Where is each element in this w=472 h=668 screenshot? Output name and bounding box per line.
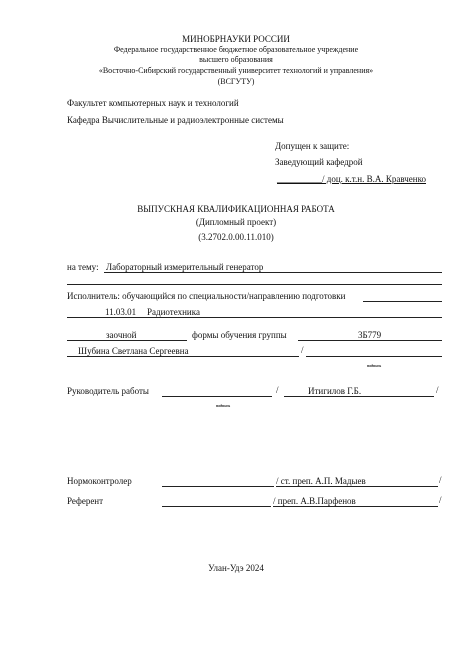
ministry: МИНОБРНАУКИ РОССИИ	[182, 34, 290, 44]
performer-name: Шубина Светлана Сергеевна	[78, 346, 189, 356]
spec-underline	[67, 317, 442, 318]
spec-name: Радиотехника	[147, 307, 200, 317]
faculty: Факультет компьютерных наук и технологий	[67, 98, 239, 108]
head-of-department: Заведующий кафедрой	[275, 157, 363, 167]
performer-label: Исполнитель: обучающийся по специальности/направлению подготовки	[67, 291, 346, 301]
city-year: Улан-Удэ 2024	[208, 563, 264, 573]
group-underline	[298, 340, 442, 341]
name-underline	[67, 356, 299, 357]
institution-line-1: Федеральное государственное бюджетное образовательное учреждение	[113, 45, 359, 54]
work-code: (3.2702.0.00.11.010)	[198, 232, 274, 242]
admitted-label: Допущен к защите:	[275, 141, 350, 151]
supervisor-slash: /	[276, 385, 279, 395]
form-underline	[67, 340, 187, 341]
head-signature-line: __________/ доц. к.т.н. В.А. Кравченко	[277, 174, 427, 184]
institution-line-4: (ВСГУТУ)	[217, 77, 255, 86]
supervisor-sign-caption: подпись	[216, 403, 231, 408]
performer-sign-underline	[306, 356, 442, 357]
topic-label: на тему:	[67, 262, 99, 272]
group-number: 3Б779	[358, 330, 382, 340]
referee-value: / преп. А.В.Парфенов	[273, 496, 356, 506]
supervisor-name-underline	[284, 396, 434, 397]
normcontrol-label: Нормоконтролер	[67, 476, 132, 486]
normcontrol-sign-underline	[162, 486, 274, 487]
work-title: ВЫПУСКНАЯ КВАЛИФИКАЦИОННАЯ РАБОТА	[137, 204, 335, 214]
performer-slash: /	[301, 345, 304, 355]
referee-sign-underline	[162, 506, 271, 507]
spec-code: 11.03.01	[105, 307, 137, 317]
supervisor-name: Итигилов Г.Б.	[308, 386, 362, 396]
topic-underline	[104, 272, 442, 273]
study-form: заочной	[106, 330, 137, 340]
supervisor-label: Руководитель работы	[67, 386, 149, 396]
referee-label: Референт	[67, 496, 104, 506]
topic-underline-2	[67, 284, 442, 285]
work-subtitle: (Дипломный проект)	[195, 217, 277, 227]
referee-slash-end: /	[439, 495, 442, 505]
normcontrol-name-underline	[276, 486, 438, 487]
supervisor-slash-end: /	[436, 385, 439, 395]
institution-line-3: «Восточно-Сибирский государственный университет технологий и управления»	[98, 66, 374, 75]
performer-sign-caption: подпись	[367, 363, 382, 368]
supervisor-sign-underline	[162, 396, 272, 397]
referee-name-underline	[273, 506, 438, 507]
normcontrol-slash-end: /	[439, 475, 442, 485]
department: Кафедра Вычислительные и радиоэлектронные системы	[67, 115, 284, 125]
institution-line-2: высшего образования	[199, 55, 273, 64]
study-form-label: формы обучения группы	[192, 330, 287, 340]
performer-underline	[363, 301, 442, 302]
normcontrol-value: / ст. преп. А.П. Мадыев	[276, 476, 366, 486]
topic-value: Лабораторный измерительный генератор	[106, 262, 264, 272]
